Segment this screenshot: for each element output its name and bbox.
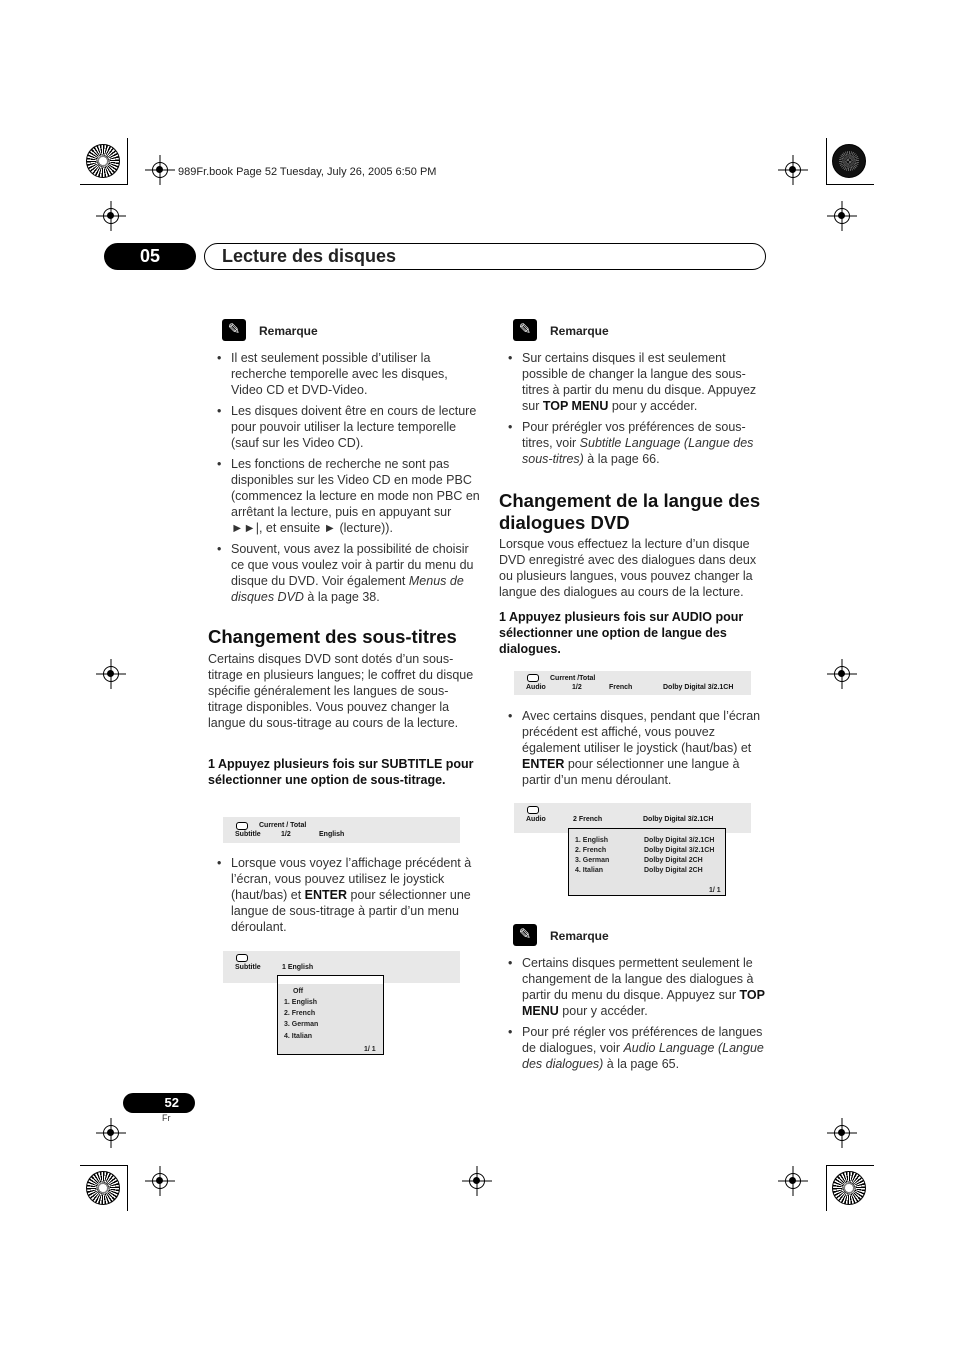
list-item: • Souvent, vous avez la possibilité de choisir ce que vous voulez voir à partir du menu du disque du DVD. Voir également Menus de disques DVD à la page 38. — [208, 541, 480, 605]
menu-page-indicator: 1/ 1 — [364, 1046, 376, 1053]
osd-label: Subtitle — [235, 964, 261, 971]
menu-item-format: Dolby Digital 3/2.1CH — [644, 847, 715, 854]
menu-item[interactable]: 4. Italian — [284, 1033, 313, 1040]
menu-item[interactable]: 4. Italian — [575, 867, 604, 874]
bullet-list — [208, 855, 480, 940]
registration-star-icon — [832, 144, 866, 178]
crop-mark — [127, 138, 128, 184]
menu-item[interactable]: 3. German — [284, 1021, 319, 1028]
chapter-number: 05 — [104, 243, 196, 270]
section-title-subtitles: Changement des sous-titres — [208, 626, 457, 647]
crosshair-icon — [469, 1173, 485, 1189]
crosshair-icon — [834, 666, 850, 682]
osd-format: Dolby Digital 3/2.1CH — [643, 816, 714, 823]
crosshair-icon — [103, 1125, 119, 1141]
crosshair-icon — [152, 162, 168, 178]
chapter-title: Lecture des disques — [204, 243, 766, 270]
menu-item[interactable]: Off — [293, 988, 304, 995]
osd-count: 1/2 — [572, 684, 582, 691]
osd-header: Current /Total — [550, 675, 596, 682]
audio-icon — [527, 674, 539, 682]
crosshair-icon — [834, 208, 850, 224]
osd-label: Subtitle — [235, 831, 261, 838]
osd-value: 2 French — [573, 816, 603, 823]
osd-value: English — [319, 831, 345, 838]
step-instruction: 1 Appuyez plusieurs fois sur AUDIO pour sélectionner une option de langue des dialogues. — [499, 610, 744, 656]
osd-format: Dolby Digital 3/2.1CH — [663, 684, 734, 691]
list-item: • Sur certains disques il est seulement possible de changer la langue des sous-titres à partir du menu du disque. Appuyez sur TOP MENU pour y accéder. — [499, 350, 769, 414]
list-item: • Les disques doivent être en cours de lecture pour pouvoir utiliser la lecture temporelle (sauf sur les Video CD). — [208, 403, 480, 451]
list-item: • Avec certains disques, pendant que l’écran précédent est affiché, vous pouvez également utiliser le joystick (haut/bas) et ENTER pour sélectionner une langue à partir d’un menu déroulant. — [499, 708, 771, 788]
crop-mark — [826, 184, 874, 185]
page-number: 52 — [123, 1093, 195, 1113]
subtitle-icon — [236, 954, 248, 962]
pencil-note-icon: ✎ — [513, 319, 537, 341]
pencil-note-icon: ✎ — [513, 924, 537, 946]
menu-item[interactable]: 1. English — [575, 837, 609, 844]
osd-count: 1/2 — [281, 831, 291, 838]
osd-label: Audio — [526, 816, 546, 823]
registration-star-icon — [86, 1171, 120, 1205]
menu-item-format: Dolby Digital 2CH — [644, 867, 703, 874]
osd-value: 1 English — [282, 964, 314, 971]
menu-item[interactable]: 3. German — [575, 857, 610, 864]
crop-mark — [826, 1165, 874, 1166]
menu-item-format: Dolby Digital 3/2.1CH — [644, 837, 715, 844]
menu-item-format: Dolby Digital 2CH — [644, 857, 703, 864]
crosshair-icon — [152, 1173, 168, 1189]
osd-audio-bar — [514, 671, 751, 695]
crop-mark — [80, 1165, 128, 1166]
section-title-audio: Changement de la langue des dialogues DVD — [499, 490, 761, 533]
bullet-list — [499, 708, 771, 793]
crosshair-icon — [103, 666, 119, 682]
section-intro: Certains disques DVD sont dotés d’un sous-titrage en plusieurs langues; le coffret du disque spécifie généralement les langues de sous-titrage disponibles. Vous pouvez changer la langue du sous-titrage au cours de la lecture. — [208, 652, 474, 730]
crosshair-icon — [834, 1125, 850, 1141]
note-heading: Remarque — [550, 929, 609, 943]
osd-header: Current / Total — [259, 822, 307, 829]
menu-item[interactable]: 2. French — [284, 1010, 316, 1017]
pencil-note-icon: ✎ — [222, 319, 246, 341]
osd-value: French — [609, 684, 633, 691]
menu-page-indicator: 1/ 1 — [709, 887, 721, 894]
crop-mark — [826, 138, 827, 184]
note-list — [208, 350, 480, 610]
registration-star-icon — [86, 144, 120, 178]
section-intro: Lorsque vous effectuez la lecture d’un disque DVD enregistré avec des dialogues dans deux ou plusieurs langues, vous pouvez changer la langue des dialogues au cours de la lecture. — [499, 537, 757, 599]
list-item: • Il est seulement possible d’utiliser la recherche temporelle avec les disques, Video CD et DVD-Video. — [208, 350, 480, 398]
note-list — [499, 955, 771, 1077]
list-item: • Pour pré régler vos préférences de langues de dialogues, voir Audio Language (Langue des dialogues) à la page 65. — [499, 1024, 771, 1072]
menu-item[interactable]: 2. French — [575, 847, 607, 854]
osd-label: Audio — [526, 684, 546, 691]
crop-mark — [127, 1165, 128, 1211]
note-list — [499, 350, 769, 472]
subtitle-dropdown-menu[interactable] — [277, 975, 384, 1055]
crosshair-icon — [785, 162, 801, 178]
list-item: • Pour prérégler vos préférences de sous-titres, voir Subtitle Language (Langue des sous-titres) à la page 66. — [499, 419, 769, 467]
page-language: Fr — [162, 1113, 171, 1123]
crosshair-icon — [785, 1173, 801, 1189]
note-heading: Remarque — [259, 324, 318, 338]
step-instruction: 1 Appuyez plusieurs fois sur SUBTITLE pour sélectionner une option de sous-titrage. — [208, 757, 474, 787]
osd-subtitle-bar — [223, 817, 460, 843]
crosshair-icon — [103, 208, 119, 224]
print-header: 989Fr.book Page 52 Tuesday, July 26, 2005 6:50 PM — [178, 166, 437, 178]
list-item: • Lorsque vous voyez l’affichage précédent à l’écran, vous pouvez utilisez le joystick (haut/bas) et ENTER pour sélectionner une langue de sous-titrage à partir d’un menu déroulant. — [208, 855, 480, 935]
registration-star-icon — [832, 1171, 866, 1205]
menu-item[interactable]: 1. English — [284, 999, 318, 1006]
crop-mark — [826, 1165, 827, 1211]
audio-dropdown-menu[interactable] — [568, 828, 726, 896]
crop-mark — [80, 184, 128, 185]
list-item: • Les fonctions de recherche ne sont pas disponibles sur les Video CD en mode PBC (commencez la lecture en mode non PBC en arrêtant la lecture, puis en appuyant sur ►►|, et ensuite ► (lecture)). — [208, 456, 480, 536]
list-item: • Certains disques permettent seulement le changement de la langue des dialogues à partir du menu du disque. Appuyez sur TOP MENU pour y accéder. — [499, 955, 771, 1019]
audio-icon — [527, 806, 539, 814]
subtitle-icon — [236, 822, 248, 830]
note-heading: Remarque — [550, 324, 609, 338]
